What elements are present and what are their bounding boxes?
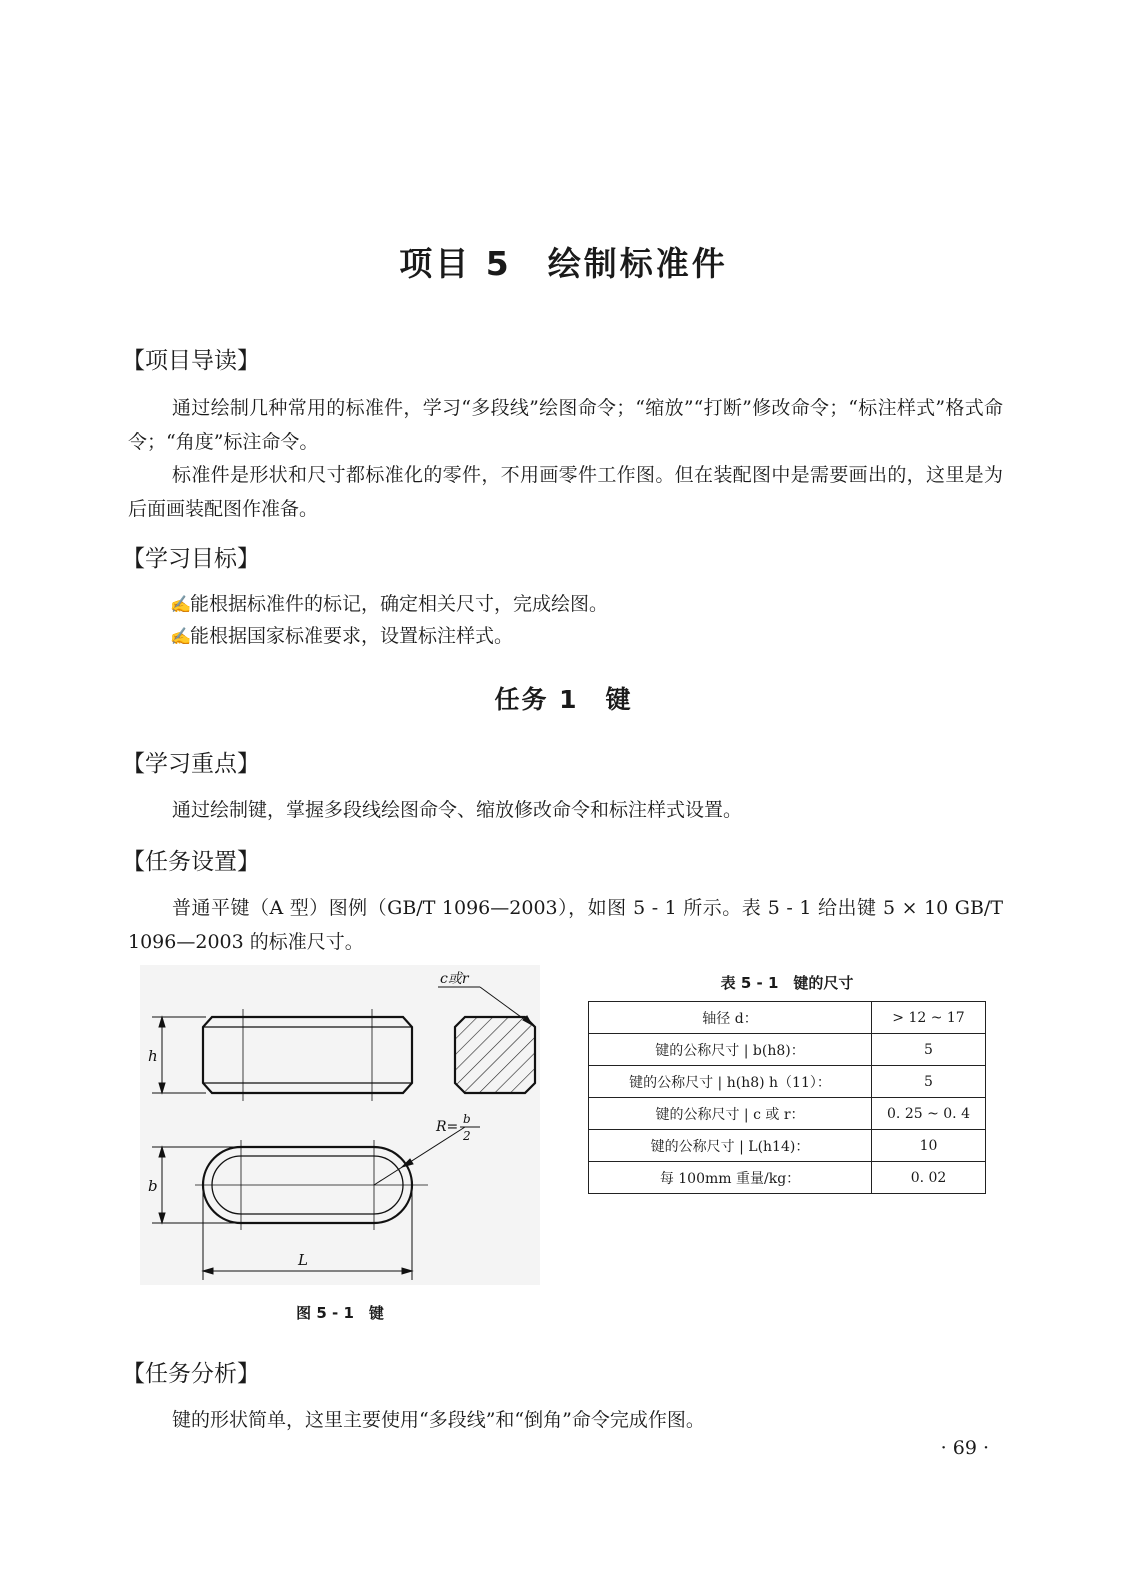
guide-paragraph-2: 标准件是形状和尺寸都标准化的零件，不用画零件工作图。但在装配图中是需要画出的，这里是为后面画装配图作准备。	[128, 464, 1003, 520]
analysis-paragraph: 键的形状简单，这里主要使用“多段线”和“倒角”命令完成作图。	[172, 1409, 705, 1431]
key-dimension-table	[588, 1001, 986, 1194]
table-row	[589, 1066, 986, 1098]
table-row	[589, 1002, 986, 1034]
table-cell-value: 5	[872, 1034, 986, 1066]
label-r-prefix: R=	[436, 1119, 459, 1135]
goal-item: ✍能根据标准件的标记，确定相关尺寸，完成绘图。	[170, 588, 608, 621]
table-cell-label: 键的公称尺寸 | h(h8) h（11）：	[589, 1066, 872, 1098]
table-row	[589, 1130, 986, 1162]
setting-paragraph: 普通平键（A 型）图例（GB/T 1096—2003），如图 5 - 1 所示。表 5 - 1 给出键 5 × 10 GB/T 1096—2003 的标准尺寸。	[128, 897, 1003, 953]
table-row	[589, 1162, 986, 1194]
table-row	[589, 1098, 986, 1130]
table-row	[589, 1034, 986, 1066]
heading-focus: 【学习重点】	[122, 751, 260, 777]
table-caption: 表 5 - 1 键的尺寸	[720, 974, 854, 992]
heading-setting: 【任务设置】	[122, 849, 260, 875]
figure-caption: 图 5 - 1 键	[296, 1304, 384, 1322]
table-cell-label: 轴径 d：	[589, 1002, 872, 1034]
focus-paragraph: 通过绘制键，掌握多段线绘图命令、缩放修改命令和标注样式设置。	[172, 799, 743, 821]
page-number: · 69 ·	[940, 1437, 989, 1459]
heading-analysis: 【任务分析】	[122, 1361, 260, 1387]
label-h: h	[148, 1047, 158, 1065]
table-cell-label: 每 100mm 重量/kg：	[589, 1162, 872, 1194]
table-cell-value: 0. 25 ~ 0. 4	[872, 1098, 986, 1130]
label-r-denominator: 2	[463, 1129, 471, 1143]
heading-guide: 【项目导读】	[122, 348, 260, 374]
table-cell-value: 10	[872, 1130, 986, 1162]
pen-icon: ✍	[170, 595, 192, 615]
goal-item: ✍能根据国家标准要求，设置标注样式。	[170, 620, 513, 653]
heading-goals: 【学习目标】	[122, 546, 260, 572]
page-title: 项目 5 绘制标准件	[399, 244, 728, 283]
task-title: 任务 1 键	[494, 685, 633, 714]
table-cell-value: > 12 ~ 17	[872, 1002, 986, 1034]
key-figure	[140, 965, 540, 1285]
table-cell-value: 0. 02	[872, 1162, 986, 1194]
label-c-or-r: c或r	[440, 971, 469, 987]
guide-paragraph-1: 通过绘制几种常用的标准件，学习“多段线”绘图命令；“缩放”“打断”修改命令；“标注样式”格式命令；“角度”标注命令。	[128, 397, 1003, 453]
table-cell-value: 5	[872, 1066, 986, 1098]
pen-icon: ✍	[170, 627, 192, 647]
table-cell-label: 键的公称尺寸 | b(h8)：	[589, 1034, 872, 1066]
table-cell-label: 键的公称尺寸 | L(h14)：	[589, 1130, 872, 1162]
label-r-numerator: b	[463, 1112, 471, 1126]
label-b: b	[148, 1177, 158, 1195]
table-cell-label: 键的公称尺寸 | c 或 r：	[589, 1098, 872, 1130]
key-side-view	[455, 1017, 535, 1093]
label-L: L	[298, 1251, 308, 1269]
